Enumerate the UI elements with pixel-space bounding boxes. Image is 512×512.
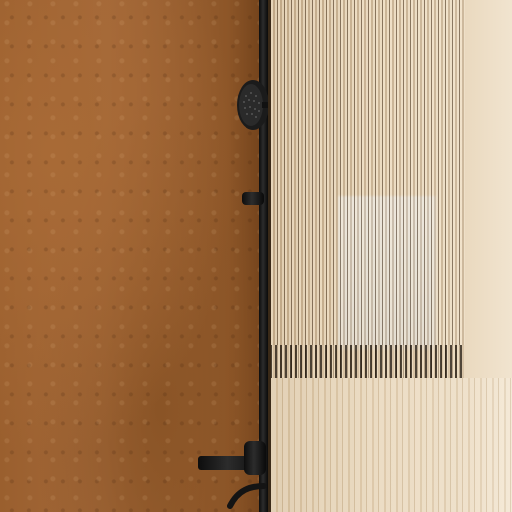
mixer-body <box>244 441 266 475</box>
glass-frame <box>268 0 271 512</box>
fluted-glass-panel <box>270 0 512 512</box>
shower-head-icon <box>236 78 272 132</box>
shower-riser <box>259 0 268 512</box>
riser-bracket <box>242 192 264 205</box>
hose-icon <box>220 480 268 512</box>
glass-flutes-lower <box>270 378 512 512</box>
glass-flutes-upper <box>270 0 465 378</box>
glass-shadow-band <box>270 345 465 378</box>
